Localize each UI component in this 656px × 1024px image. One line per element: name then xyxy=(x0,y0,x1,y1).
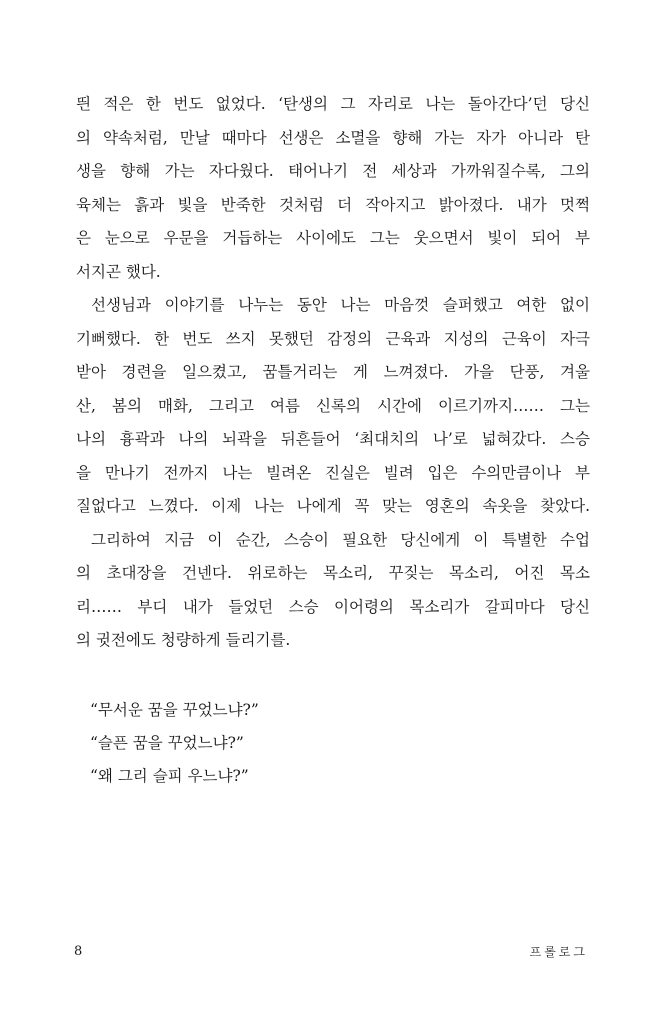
text-line: 기뻐했다. 한 번도 쓰지 못했던 감정의 근육과 지성의 근육이 자극 xyxy=(76,329,590,348)
text-line: 질없다고 느꼈다. 이제 나는 나에게 꼭 맞는 영혼의 속옷을 찾았다. xyxy=(76,497,590,515)
quote-line: “슬픈 꿈을 꾸었느냐?” xyxy=(90,734,244,752)
prologue-body-text xyxy=(76,88,590,658)
text-line: 띈 적은 한 번도 없었다. ‘탄생의 그 자리로 나는 돌아간다’던 당신 xyxy=(76,95,590,113)
text-line: 서지곤 했다. xyxy=(76,262,161,281)
text-line: 산, 봄의 매화, 그리고 여름 신록의 시간에 이르기까지…… 그는 xyxy=(76,396,590,415)
text-line: 의 초대장을 건넨다. 위로하는 목소리, 꾸짖는 목소리, 어진 목소 xyxy=(76,564,590,582)
text-line: 생을 향해 가는 자다웠다. 태어나기 전 세상과 가까워질수록, 그의 xyxy=(76,162,590,180)
text-line: 육체는 흙과 빛을 반죽한 것처럼 더 작아지고 밝아졌다. 내가 멋쩍 xyxy=(76,195,590,214)
quote-line: “무서운 꿈을 꾸었느냐?” xyxy=(90,701,259,719)
text-line: 을 만나기 전까지 나는 빌려온 진실은 빌려 입은 수의만큼이나 부 xyxy=(76,463,590,482)
text-line: 은 눈으로 우문을 거듭하는 사이에도 그는 웃으면서 빛이 되어 부 xyxy=(76,229,590,247)
text-line: 리…… 부디 내가 들었던 스승 이어령의 목소리가 갈피마다 당신 xyxy=(76,597,590,616)
text-line: 의 귓전에도 청량하게 들리기를. xyxy=(76,631,291,649)
text-line: 의 약속처럼, 만날 때마다 선생은 소멸을 향해 가는 자가 아니라 탄 xyxy=(76,128,590,147)
text-line: 받아 경련을 일으켰고, 꿈틀거리는 게 느껴졌다. 가을 단풍, 겨울 xyxy=(76,363,590,381)
quote-line: “왜 그리 슬피 우느냐?” xyxy=(90,767,249,785)
text-line: 나의 흉곽과 나의 뇌곽을 뒤흔들어 ‘최대치의 나’로 넓혀갔다. 스승 xyxy=(76,430,590,448)
page-number: 8 xyxy=(74,944,83,959)
section-title-footer: 프롤로그 xyxy=(529,945,588,959)
text-line-paragraph-start: 선생님과 이야기를 나누는 동안 나는 마음껏 슬퍼했고 여한 없이 xyxy=(91,296,590,314)
text-line-paragraph-start: 그리하여 지금 이 순간, 스승이 필요한 당신에게 이 특별한 수업 xyxy=(91,530,590,549)
quote-block xyxy=(90,694,510,793)
